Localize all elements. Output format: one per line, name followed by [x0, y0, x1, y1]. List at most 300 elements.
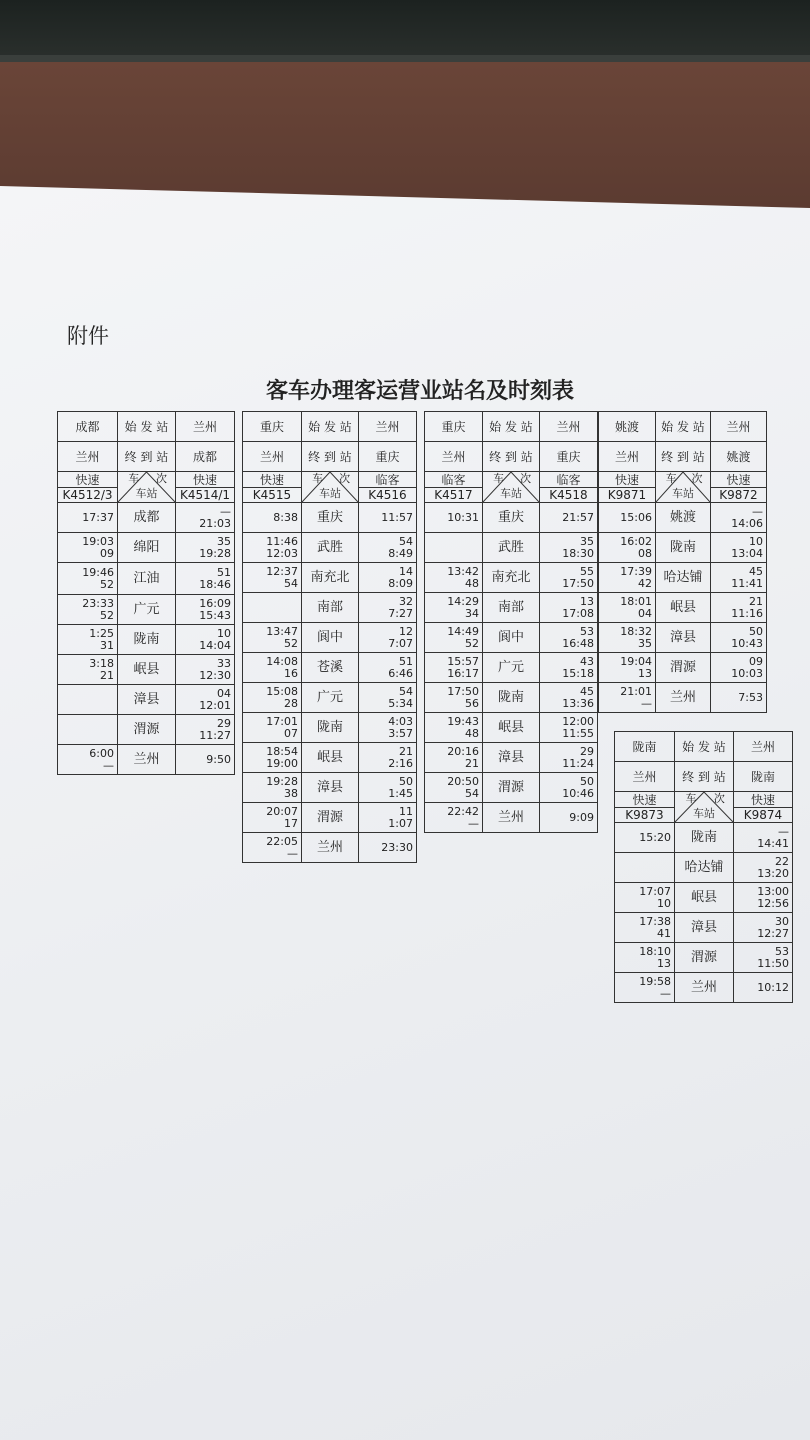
- diag-ci: 次: [713, 792, 725, 805]
- header-row-end: [615, 762, 793, 792]
- table-row: [243, 683, 417, 713]
- right-times: [176, 595, 235, 625]
- train-number-left: K9871: [607, 487, 647, 502]
- time-line: 15:43: [199, 608, 231, 622]
- time-line: 14:49: [447, 624, 479, 638]
- time-line: 04: [638, 606, 652, 620]
- origin-left: 姚渡: [599, 412, 656, 442]
- train-station-diagonal: [675, 792, 734, 823]
- time-line: 20:16: [447, 744, 479, 758]
- time-line: 52: [465, 636, 479, 650]
- station-name: 兰州: [302, 833, 359, 863]
- time-line: 17:08: [562, 606, 594, 620]
- station-name: 哈达铺: [656, 563, 711, 593]
- terminus-right: 成都: [176, 442, 235, 472]
- time-line: 10: [657, 896, 671, 910]
- time-line: 45: [580, 684, 594, 698]
- start-station-label: 始 发 站: [302, 412, 359, 442]
- left-times: [58, 533, 118, 563]
- table-row: [58, 503, 235, 533]
- train-number-left: K4517: [434, 487, 473, 502]
- time-line: 12:37: [266, 564, 298, 578]
- train-station-diagonal: [118, 472, 176, 503]
- right-times: [176, 503, 235, 533]
- train-station-diagonal: [302, 472, 359, 503]
- right-times: [359, 533, 417, 563]
- table-row: [425, 803, 598, 833]
- right-times: [359, 743, 417, 773]
- right-times: [176, 533, 235, 563]
- time-line: 3:57: [388, 726, 413, 740]
- right-times: [711, 683, 767, 713]
- table-row: [58, 625, 235, 655]
- time-line: 3:18: [89, 656, 114, 670]
- train-type-right: 临客: [540, 473, 597, 488]
- right-times: [711, 623, 767, 653]
- station-name: 渭源: [118, 715, 176, 745]
- left-times: [425, 803, 483, 833]
- station-name: 成都: [118, 503, 176, 533]
- table-row: [599, 623, 767, 653]
- time-line: 45: [749, 564, 763, 578]
- right-times: [734, 943, 793, 973]
- table-row: [58, 595, 235, 625]
- time-line: 23:30: [381, 840, 413, 854]
- left-times: [58, 595, 118, 625]
- left-times: [425, 743, 483, 773]
- table-row: [425, 533, 598, 563]
- time-line: 08: [638, 546, 652, 560]
- right-times: [734, 913, 793, 943]
- time-line: 50: [749, 624, 763, 638]
- time-line: 50: [580, 774, 594, 788]
- origin-right: 兰州: [711, 412, 767, 442]
- time-line: 51: [217, 565, 231, 579]
- left-times: [243, 773, 302, 803]
- right-times: [540, 773, 598, 803]
- time-line: 53: [580, 624, 594, 638]
- time-line: 13:00: [757, 884, 789, 898]
- right-times: [711, 533, 767, 563]
- train-type-right: 快速: [711, 473, 766, 488]
- time-line: 11:41: [731, 576, 763, 590]
- train-station-diagonal: [656, 472, 711, 503]
- origin-left: 陇南: [615, 732, 675, 762]
- time-line: 17:37: [82, 510, 114, 524]
- origin-right: 兰州: [540, 412, 598, 442]
- time-line: 10:46: [562, 786, 594, 800]
- left-times: [615, 883, 675, 913]
- time-line: 10: [749, 534, 763, 548]
- left-times: [425, 533, 483, 563]
- right-times: [359, 653, 417, 683]
- header-row-train: [58, 472, 235, 503]
- end-station-label: 终 到 站: [483, 442, 540, 472]
- table-row: [243, 743, 417, 773]
- station-name: 广元: [118, 595, 176, 625]
- time-line: 19:28: [199, 546, 231, 560]
- time-line: 10:03: [731, 666, 763, 680]
- time-line: 11:24: [562, 756, 594, 770]
- station-name: 苍溪: [302, 653, 359, 683]
- time-line: 43: [580, 654, 594, 668]
- left-times: [425, 593, 483, 623]
- time-line: 13: [580, 594, 594, 608]
- time-line: 15:06: [620, 510, 652, 524]
- left-times: [425, 773, 483, 803]
- time-line: 9:09: [569, 810, 594, 824]
- time-line: 28: [284, 696, 298, 710]
- right-times: [540, 503, 598, 533]
- train-number-right: K9872: [719, 487, 758, 502]
- left-times: [599, 563, 656, 593]
- train-number-left: K4512/3: [62, 487, 113, 502]
- table-row: [58, 715, 235, 745]
- left-times: [599, 653, 656, 683]
- table-row: [243, 563, 417, 593]
- time-line: 8:49: [388, 546, 413, 560]
- time-line: 20:50: [447, 774, 479, 788]
- table-row: [425, 743, 598, 773]
- timetable-2: [242, 411, 417, 863]
- header-row-start: [599, 412, 767, 442]
- station-name: 广元: [302, 683, 359, 713]
- time-line: 12:03: [266, 546, 298, 560]
- header-row-start: [243, 412, 417, 442]
- time-line: 29: [217, 716, 231, 730]
- right-times: [540, 683, 598, 713]
- time-line: 09: [749, 654, 763, 668]
- time-line: 8:38: [273, 510, 298, 524]
- left-times: [243, 803, 302, 833]
- terminus-right: 重庆: [540, 442, 598, 472]
- left-times: [425, 713, 483, 743]
- station-name: 漳县: [118, 685, 176, 715]
- time-line: 11:57: [381, 510, 413, 524]
- right-times: [359, 683, 417, 713]
- diag-ci: 次: [691, 472, 703, 485]
- diag-che: 车: [493, 472, 505, 485]
- table-row: [599, 653, 767, 683]
- train-right: [176, 472, 235, 503]
- time-line: 17:50: [562, 576, 594, 590]
- time-line: 12:30: [199, 668, 231, 682]
- time-line: 22:05: [266, 834, 298, 848]
- time-line: 19:28: [266, 774, 298, 788]
- time-line: 13:04: [731, 546, 763, 560]
- table-row: [243, 503, 417, 533]
- left-times: [615, 853, 675, 883]
- time-line: 2:16: [388, 756, 413, 770]
- table-row: [599, 683, 767, 713]
- train-type-right: 临客: [359, 473, 416, 488]
- laptop-edge: [0, 0, 810, 62]
- time-line: 17:01: [266, 714, 298, 728]
- diag-che: 车: [685, 792, 697, 805]
- time-line: —: [660, 986, 671, 1000]
- table-row: [599, 563, 767, 593]
- time-line: 51: [399, 654, 413, 668]
- station-name: 哈达铺: [675, 853, 734, 883]
- time-line: 16:02: [620, 534, 652, 548]
- train-right: [359, 472, 417, 503]
- time-line: 1:07: [388, 816, 413, 830]
- time-line: 10:12: [757, 980, 789, 994]
- time-line: 04: [217, 686, 231, 700]
- time-line: 10:43: [731, 636, 763, 650]
- table-row: [58, 745, 235, 775]
- right-times: [359, 563, 417, 593]
- right-times: [359, 713, 417, 743]
- time-line: 19:46: [82, 565, 114, 579]
- time-line: 13:47: [266, 624, 298, 638]
- diag-station: 车站: [319, 487, 341, 500]
- time-line: 7:27: [388, 606, 413, 620]
- time-line: 17:50: [447, 684, 479, 698]
- time-line: 52: [100, 608, 114, 622]
- diag-ci: 次: [520, 472, 532, 485]
- left-times: [615, 943, 675, 973]
- time-line: 16:17: [447, 666, 479, 680]
- time-line: 13:20: [757, 866, 789, 880]
- terminus-right: 重庆: [359, 442, 417, 472]
- right-times: [734, 853, 793, 883]
- left-times: [599, 503, 656, 533]
- right-times: [540, 533, 598, 563]
- time-line: 1:25: [89, 626, 114, 640]
- table-row: [425, 773, 598, 803]
- right-times: [176, 563, 235, 595]
- time-line: 16:48: [562, 636, 594, 650]
- table-row: [58, 533, 235, 563]
- time-line: —: [220, 504, 231, 518]
- station-name: 阆中: [302, 623, 359, 653]
- time-line: 19:43: [447, 714, 479, 728]
- time-line: —: [468, 816, 479, 830]
- station-name: 漳县: [483, 743, 540, 773]
- time-line: —: [752, 504, 763, 518]
- right-times: [540, 593, 598, 623]
- left-times: [599, 683, 656, 713]
- station-name: 岷县: [675, 883, 734, 913]
- table-row: [425, 683, 598, 713]
- train-right: [540, 472, 598, 503]
- time-line: 21: [399, 744, 413, 758]
- time-line: 17: [284, 816, 298, 830]
- diag-che: 车: [128, 472, 140, 485]
- left-times: [58, 715, 118, 745]
- table-row: [243, 773, 417, 803]
- origin-right: 兰州: [359, 412, 417, 442]
- time-line: 14:41: [757, 836, 789, 850]
- station-name: 江油: [118, 563, 176, 595]
- left-times: [599, 593, 656, 623]
- time-line: 22:42: [447, 804, 479, 818]
- station-name: 岷县: [483, 713, 540, 743]
- train-type-left: 快速: [599, 473, 655, 488]
- header-row-train: [615, 792, 793, 823]
- time-line: 17:39: [620, 564, 652, 578]
- train-station-diagonal: [483, 472, 540, 503]
- station-name: 武胜: [302, 533, 359, 563]
- left-times: [243, 743, 302, 773]
- right-times: [711, 593, 767, 623]
- time-line: 19:03: [82, 534, 114, 548]
- left-times: [615, 823, 675, 853]
- table-row: [243, 653, 417, 683]
- timetable-5: [614, 731, 793, 1003]
- time-line: 13:36: [562, 696, 594, 710]
- terminus-left: 兰州: [425, 442, 483, 472]
- right-times: [359, 593, 417, 623]
- time-line: 21:03: [199, 516, 231, 530]
- time-line: 14:04: [199, 638, 231, 652]
- time-line: 11:50: [757, 956, 789, 970]
- header-row-end: [243, 442, 417, 472]
- train-type-right: 快速: [734, 793, 792, 808]
- table-row: [58, 685, 235, 715]
- train-right: [734, 792, 793, 823]
- station-name: 渭源: [302, 803, 359, 833]
- time-line: 11:16: [731, 606, 763, 620]
- station-name: 陇南: [483, 683, 540, 713]
- table-row: [615, 853, 793, 883]
- left-times: [243, 713, 302, 743]
- end-station-label: 终 到 站: [302, 442, 359, 472]
- left-times: [58, 563, 118, 595]
- right-times: [359, 503, 417, 533]
- station-name: 渭源: [483, 773, 540, 803]
- time-line: 18:46: [199, 577, 231, 591]
- table-row: [599, 593, 767, 623]
- station-name: 姚渡: [656, 503, 711, 533]
- attachment-label: 附件: [67, 324, 109, 348]
- header-row-end: [58, 442, 235, 472]
- train-number-right: K4514/1: [179, 487, 231, 502]
- time-line: 52: [284, 636, 298, 650]
- station-name: 绵阳: [118, 533, 176, 563]
- left-times: [425, 563, 483, 593]
- station-name: 渭源: [656, 653, 711, 683]
- table-row: [615, 973, 793, 1003]
- time-line: 41: [657, 926, 671, 940]
- time-line: 42: [638, 576, 652, 590]
- time-line: 21: [100, 668, 114, 682]
- table-row: [58, 655, 235, 685]
- start-station-label: 始 发 站: [675, 732, 734, 762]
- table-row: [615, 943, 793, 973]
- time-line: 11:46: [266, 534, 298, 548]
- right-times: [540, 563, 598, 593]
- time-line: 52: [100, 577, 114, 591]
- table-row: [243, 803, 417, 833]
- time-line: 12: [399, 624, 413, 638]
- time-line: 20:07: [266, 804, 298, 818]
- time-line: 29: [580, 744, 594, 758]
- time-line: 53: [775, 944, 789, 958]
- time-line: 50: [399, 774, 413, 788]
- end-station-label: 终 到 站: [656, 442, 711, 472]
- table-row: [599, 503, 767, 533]
- diag-che: 车: [665, 472, 677, 485]
- time-line: 14: [399, 564, 413, 578]
- time-line: 14:08: [266, 654, 298, 668]
- right-times: [711, 653, 767, 683]
- left-times: [58, 503, 118, 533]
- left-times: [243, 593, 302, 623]
- time-line: 15:57: [447, 654, 479, 668]
- station-name: 兰州: [675, 973, 734, 1003]
- time-line: 30: [775, 914, 789, 928]
- train-left: [243, 472, 302, 503]
- origin-right: 兰州: [734, 732, 793, 762]
- time-line: 15:20: [639, 830, 671, 844]
- time-line: —: [287, 846, 298, 860]
- station-name: 陇南: [656, 533, 711, 563]
- time-line: 07: [284, 726, 298, 740]
- terminus-right: 陇南: [734, 762, 793, 792]
- table-row: [425, 713, 598, 743]
- right-times: [734, 883, 793, 913]
- left-times: [243, 833, 302, 863]
- diag-station: 车站: [500, 487, 522, 500]
- time-line: 10:31: [447, 510, 479, 524]
- train-type-left: 快速: [243, 473, 301, 488]
- origin-left: 成都: [58, 412, 118, 442]
- train-type-right: 快速: [176, 473, 234, 488]
- time-line: 5:34: [388, 696, 413, 710]
- time-line: 13: [657, 956, 671, 970]
- right-times: [359, 623, 417, 653]
- header-row-end: [599, 442, 767, 472]
- time-line: 35: [580, 534, 594, 548]
- header-row-end: [425, 442, 598, 472]
- left-times: [243, 683, 302, 713]
- diag-ci: 次: [156, 472, 168, 485]
- right-times: [734, 823, 793, 853]
- table-row: [425, 623, 598, 653]
- time-line: 13: [638, 666, 652, 680]
- page-title: 客车办理客运营业站名及时刻表: [265, 378, 574, 404]
- right-times: [711, 563, 767, 593]
- table-row: [243, 623, 417, 653]
- time-line: 18:10: [639, 944, 671, 958]
- left-times: [425, 503, 483, 533]
- time-line: 22: [775, 854, 789, 868]
- left-times: [58, 685, 118, 715]
- end-station-label: 终 到 站: [118, 442, 176, 472]
- header-row-start: [425, 412, 598, 442]
- time-line: 12:27: [757, 926, 789, 940]
- time-line: 34: [465, 606, 479, 620]
- right-times: [540, 743, 598, 773]
- time-line: —: [641, 696, 652, 710]
- time-line: 18:54: [266, 744, 298, 758]
- time-line: 54: [399, 534, 413, 548]
- table-row: [425, 653, 598, 683]
- train-number-right: K4518: [549, 487, 588, 502]
- time-line: 31: [100, 638, 114, 652]
- origin-right: 兰州: [176, 412, 235, 442]
- left-times: [425, 623, 483, 653]
- train-left: [58, 472, 118, 503]
- train-number-right: K4516: [368, 487, 407, 502]
- right-times: [176, 715, 235, 745]
- right-times: [540, 803, 598, 833]
- left-times: [58, 625, 118, 655]
- right-times: [176, 745, 235, 775]
- time-line: 32: [399, 594, 413, 608]
